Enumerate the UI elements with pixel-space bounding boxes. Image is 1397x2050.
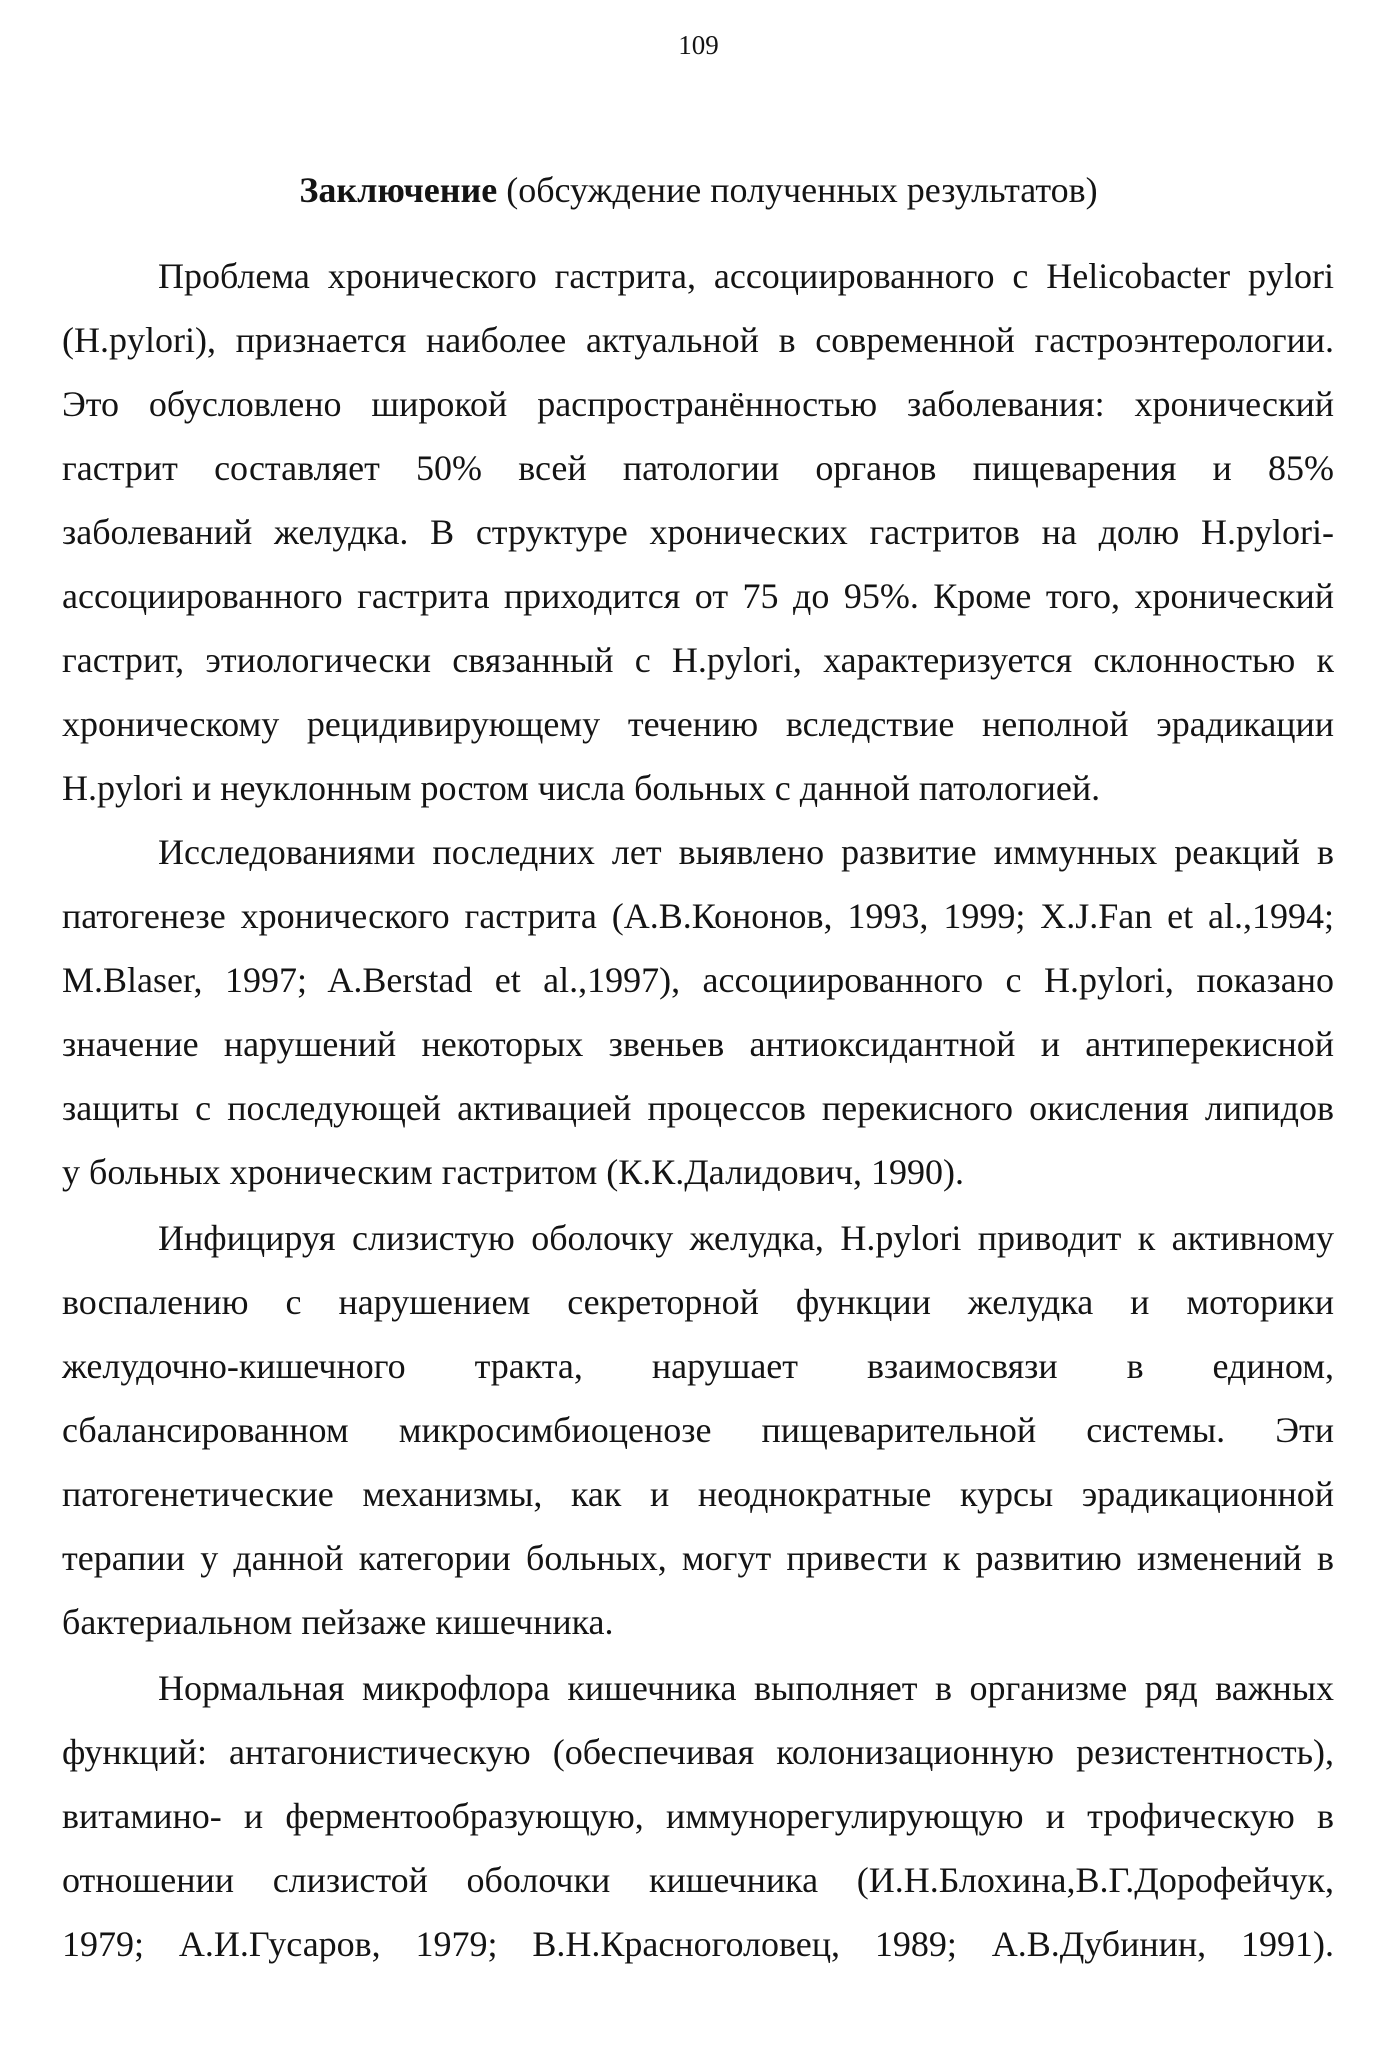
- paragraph-line: Нормальная микрофлора кишечника выполняет в организме ряд важных: [158, 1668, 1334, 1708]
- paragraph-line: сбалансированном микросимбиоценозе пищеварительной системы. Эти: [62, 1410, 1334, 1450]
- paragraph-line: M.Blaser, 1997; A.Berstad et al.,1997), ассоциированного с H.pylori, показано: [62, 960, 1334, 1000]
- paragraph-line: Инфицируя слизистую оболочку желудка, H.pylori приводит к активному: [158, 1218, 1334, 1258]
- paragraph-line: H.pylori и неуклонным ростом числа больных с данной патологией.: [62, 768, 1101, 808]
- paragraph-line: у больных хроническим гастритом (К.К.Далидович, 1990).: [62, 1152, 964, 1192]
- paragraph-line: терапии у данной категории больных, могут привести к развитию изменений в: [62, 1538, 1334, 1578]
- paragraph-line: Проблема хронического гастрита, ассоциированного с Helicobacter pylori: [158, 256, 1334, 296]
- paragraph-line: патогенезе хронического гастрита (А.В.Кононов, 1993, 1999; X.J.Fan et al.,1994;: [62, 896, 1334, 936]
- paragraph-line: заболеваний желудка. В структуре хронических гастритов на долю H.pylori-: [62, 512, 1334, 552]
- paragraph-line: функций: антагонистическую (обеспечивая колонизационную резистентность),: [62, 1732, 1334, 1772]
- section-heading: [0, 168, 1397, 212]
- paragraph-line: ассоциированного гастрита приходится от 75 до 95%. Кроме того, хронический: [62, 576, 1334, 616]
- paragraph-line: хроническому рецидивирующему течению вследствие неполной эрадикации: [62, 704, 1334, 744]
- paragraph-line: защиты с последующей активацией процессов перекисного окисления липидов: [62, 1088, 1334, 1128]
- heading-title: Заключение: [299, 170, 498, 210]
- paragraph-line: отношении слизистой оболочки кишечника (И.Н.Блохина,В.Г.Дорофейчук,: [62, 1860, 1334, 1900]
- paragraph-line: 1979; А.И.Гусаров, 1979; В.Н.Красноголовец, 1989; А.В.Дубинин, 1991).: [62, 1924, 1334, 1964]
- paragraph-line: патогенетические механизмы, как и неоднократные курсы эрадикационной: [62, 1474, 1334, 1514]
- paragraph-line: витамино- и ферментообразующую, иммунорегулирующую и трофическую в: [62, 1796, 1334, 1836]
- page-number: 109: [678, 30, 719, 60]
- paragraph-line: желудочно-кишечного тракта, нарушает взаимосвязи в едином,: [62, 1346, 1334, 1386]
- paragraph-line: воспалению с нарушением секреторной функции желудка и моторики: [62, 1282, 1334, 1322]
- paragraph-line: гастрит, этиологически связанный с H.pylori, характеризуется склонностью к: [62, 640, 1334, 680]
- paragraph-1: [62, 244, 1334, 820]
- paragraph-line: (H.pylori), признается наиболее актуальной в современной гастроэнтерологии.: [62, 320, 1334, 360]
- paragraph-2: [62, 820, 1334, 1204]
- paragraph-line: значение нарушений некоторых звеньев антиоксидантной и антиперекисной: [62, 1024, 1334, 1064]
- paragraph-line: гастрит составляет 50% всей патологии органов пищеварения и 85%: [62, 448, 1334, 488]
- paragraph-line: Исследованиями последних лет выявлено развитие иммунных реакций в: [158, 832, 1334, 872]
- paragraph-line: бактериальном пейзаже кишечника.: [62, 1602, 614, 1642]
- paragraph-line: Это обусловлено широкой распространённостью заболевания: хронический: [62, 384, 1334, 424]
- paragraph-3: [62, 1206, 1334, 1654]
- heading-subtitle: (обсуждение полученных результатов): [497, 170, 1098, 210]
- paragraph-4: [62, 1656, 1334, 1976]
